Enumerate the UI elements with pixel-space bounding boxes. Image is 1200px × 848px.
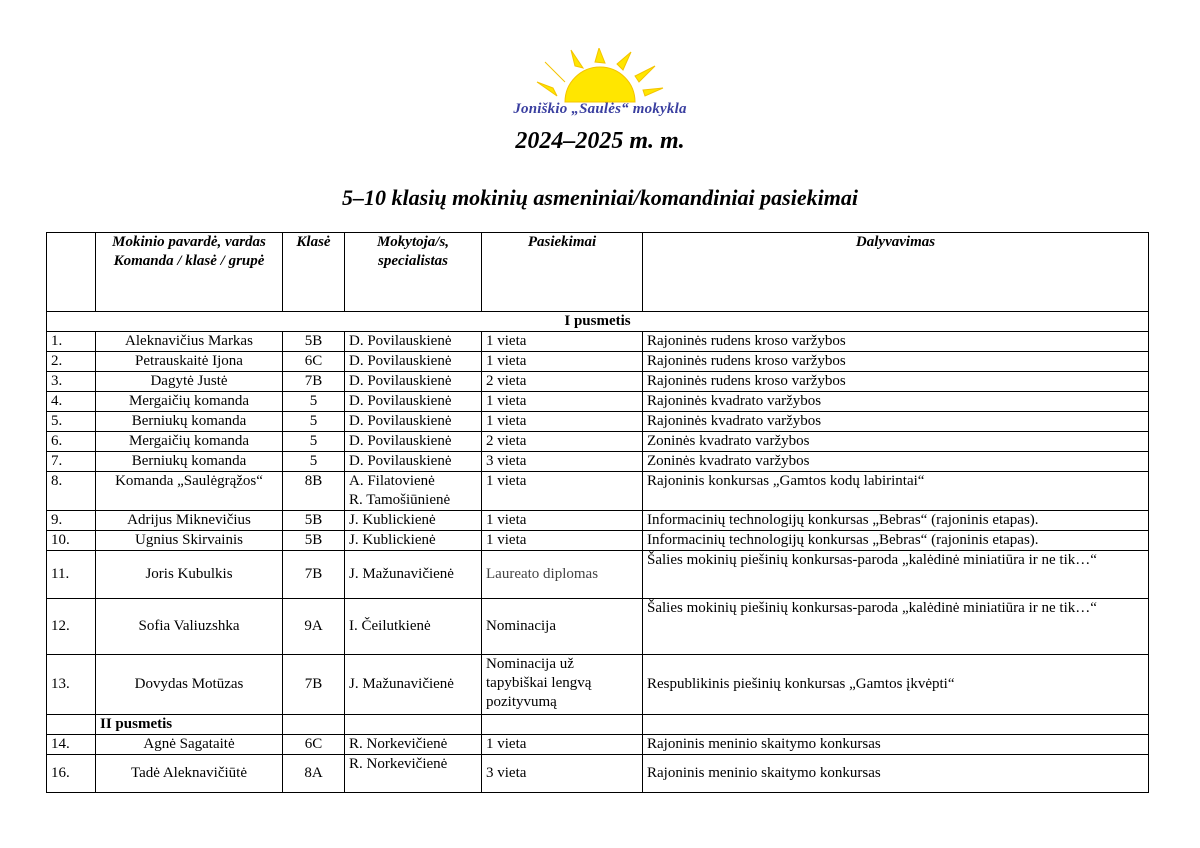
row-number: 10. <box>47 531 96 551</box>
row-number: 9. <box>47 511 96 531</box>
teacher-name: D. Povilauskienė <box>345 372 482 392</box>
student-name: Joris Kubulkis <box>96 551 283 599</box>
row-number: 7. <box>47 452 96 472</box>
row-number: 6. <box>47 432 96 452</box>
student-class: 6C <box>283 352 345 372</box>
event: Rajoninės rudens kroso varžybos <box>643 332 1149 352</box>
row-number: 16. <box>47 755 96 793</box>
student-name: Sofia Valiuzshka <box>96 599 283 655</box>
event: Rajoninis meninio skaitymo konkursas <box>643 735 1149 755</box>
student-name: Berniukų komanda <box>96 412 283 432</box>
student-name: Berniukų komanda <box>96 452 283 472</box>
student-name: Komanda „Saulėgrąžos“ <box>96 472 283 511</box>
section-label: I pusmetis <box>47 312 1149 332</box>
student-name: Petrauskaitė Ijona <box>96 352 283 372</box>
student-name: Mergaičių komanda <box>96 432 283 452</box>
logo-text: Joniškio „Saulės“ mokykla <box>513 101 687 117</box>
student-class: 5 <box>283 432 345 452</box>
teacher-name: J. Kublickienė <box>345 531 482 551</box>
row-number: 2. <box>47 352 96 372</box>
teacher-name: D. Povilauskienė <box>345 452 482 472</box>
student-class: 9A <box>283 599 345 655</box>
student-class: 8A <box>283 755 345 793</box>
sun-logo-icon <box>535 48 665 106</box>
column-header-result: Pasiekimai <box>482 233 643 312</box>
event: Informacinių technologijų konkursas „Bebras“ (rajoninis etapas). <box>643 511 1149 531</box>
row-number: 14. <box>47 735 96 755</box>
student-class: 5B <box>283 511 345 531</box>
teacher-name: J. Mažunavičienė <box>345 551 482 599</box>
page-title: 5–10 klasių mokinių asmeniniai/komandiniai pasiekimai <box>342 185 858 210</box>
result: 1 vieta <box>482 352 643 372</box>
row-number: 12. <box>47 599 96 655</box>
table-row <box>47 332 1149 352</box>
result: 1 vieta <box>482 735 643 755</box>
student-name: Dagytė Justė <box>96 372 283 392</box>
result: 2 vieta <box>482 432 643 452</box>
result: 2 vieta <box>482 372 643 392</box>
event: Rajoninis meninio skaitymo konkursas <box>643 755 1149 793</box>
table-row <box>47 531 1149 551</box>
table-row <box>47 599 1149 655</box>
event: Zoninės kvadrato varžybos <box>643 452 1149 472</box>
result: Laureato diplomas <box>482 551 643 599</box>
student-name: Dovydas Motūzas <box>96 655 283 715</box>
teacher-name: I. Čeilutkienė <box>345 599 482 655</box>
teacher-name-2: R. Tamošiūnienė <box>349 492 451 508</box>
result: 1 vieta <box>482 511 643 531</box>
result: 1 vieta <box>482 472 643 511</box>
student-class: 7B <box>283 551 345 599</box>
teacher-name: J. Mažunavičienė <box>345 655 482 715</box>
event: Rajoninės kvadrato varžybos <box>643 392 1149 412</box>
teacher-name-1: A. Filatovienė <box>349 473 435 489</box>
row-number: 3. <box>47 372 96 392</box>
student-name: Aleknavičius Markas <box>96 332 283 352</box>
table-row <box>47 735 1149 755</box>
table-row <box>47 432 1149 452</box>
table-row <box>47 551 1149 599</box>
result: 3 vieta <box>482 755 643 793</box>
row-number: 5. <box>47 412 96 432</box>
teacher-name: R. Norkevičienė <box>345 755 482 793</box>
teacher-name: J. Kublickienė <box>345 511 482 531</box>
table-row <box>47 655 1149 715</box>
result: 1 vieta <box>482 392 643 412</box>
teacher-name: D. Povilauskienė <box>345 332 482 352</box>
event: Respublikinis piešinių konkursas „Gamtos įkvėpti“ <box>643 655 1149 715</box>
table-row <box>47 372 1149 392</box>
column-header-name: Mokinio pavardė, vardas Komanda / klasė / grupė <box>96 233 283 312</box>
student-class: 5B <box>283 332 345 352</box>
student-class: 7B <box>283 655 345 715</box>
table-row <box>47 352 1149 372</box>
school-logo <box>505 48 695 126</box>
result: Nominacija <box>482 599 643 655</box>
row-number: 1. <box>47 332 96 352</box>
teacher-name: D. Povilauskienė <box>345 392 482 412</box>
result: 1 vieta <box>482 531 643 551</box>
student-class: 6C <box>283 735 345 755</box>
table-row <box>47 755 1149 793</box>
row-number: 4. <box>47 392 96 412</box>
student-name: Adrijus Miknevičius <box>96 511 283 531</box>
student-class: 5 <box>283 412 345 432</box>
row-number: 13. <box>47 655 96 715</box>
table-row <box>47 412 1149 432</box>
teacher-name: R. Norkevičienė <box>345 735 482 755</box>
event: Šalies mokinių piešinių konkursas-paroda „kalėdinė miniatiūra ir ne tik…“ <box>643 551 1149 599</box>
event: Šalies mokinių piešinių konkursas-paroda „kalėdinė miniatiūra ir ne tik…“ <box>643 599 1149 655</box>
table-header-row <box>47 233 1149 312</box>
student-class: 8B <box>283 472 345 511</box>
section-row <box>47 715 1149 735</box>
row-number: 11. <box>47 551 96 599</box>
student-class: 5 <box>283 392 345 412</box>
table-row <box>47 392 1149 412</box>
column-header-number <box>47 233 96 312</box>
column-header-teacher: Mokytoja/s, specialistas <box>345 233 482 312</box>
student-name: Mergaičių komanda <box>96 392 283 412</box>
event: Rajoninis konkursas „Gamtos kodų labirintai“ <box>643 472 1149 511</box>
student-class: 5B <box>283 531 345 551</box>
column-header-event: Dalyvavimas <box>643 233 1149 312</box>
column-header-class: Klasė <box>283 233 345 312</box>
student-name: Agnė Sagataitė <box>96 735 283 755</box>
teacher-name: D. Povilauskienė <box>345 412 482 432</box>
achievements-table <box>46 232 1149 793</box>
section-row <box>47 312 1149 332</box>
table-row <box>47 472 1149 511</box>
teacher-name: D. Povilauskienė <box>345 352 482 372</box>
result: 3 vieta <box>482 452 643 472</box>
row-number: 8. <box>47 472 96 511</box>
teacher-name <box>345 472 482 511</box>
result: 1 vieta <box>482 332 643 352</box>
student-name: Ugnius Skirvainis <box>96 531 283 551</box>
result: 1 vieta <box>482 412 643 432</box>
event: Informacinių technologijų konkursas „Bebras“ (rajoninis etapas). <box>643 531 1149 551</box>
student-name: Tadė Aleknavičiūtė <box>96 755 283 793</box>
result: Nominacija už tapybiškai lengvą pozityvumą <box>482 655 643 715</box>
section-label: II pusmetis <box>96 715 283 735</box>
event: Rajoninės rudens kroso varžybos <box>643 372 1149 392</box>
school-year: 2024–2025 m. m. <box>515 128 685 154</box>
teacher-name: D. Povilauskienė <box>345 432 482 452</box>
table-row <box>47 452 1149 472</box>
event: Zoninės kvadrato varžybos <box>643 432 1149 452</box>
event: Rajoninės rudens kroso varžybos <box>643 352 1149 372</box>
student-class: 7B <box>283 372 345 392</box>
table-row <box>47 511 1149 531</box>
event: Rajoninės kvadrato varžybos <box>643 412 1149 432</box>
student-class: 5 <box>283 452 345 472</box>
